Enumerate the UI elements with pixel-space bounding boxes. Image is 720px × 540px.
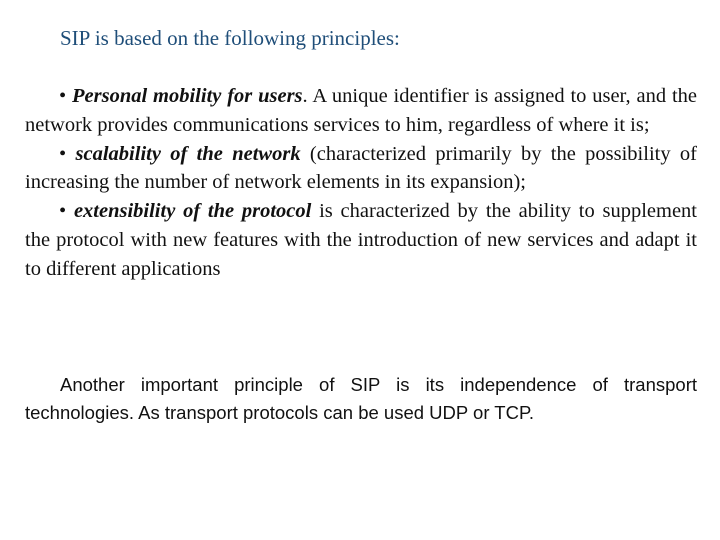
principle-item	[25, 82, 697, 140]
slide-heading: SIP is based on the following principles:	[60, 26, 400, 50]
principle-text: (characterized primarily by the possibility of increasing the number of network elements in its expansion);	[25, 142, 698, 194]
transport-paragraph: Another important principle of SIP is its independence of transport technologies. As transport protocols can be used UDP or TCP.	[25, 374, 697, 423]
principle-item	[25, 140, 697, 198]
principles-list	[25, 82, 697, 284]
principle-term: scalability of the network	[75, 142, 301, 165]
bullet: •	[59, 142, 67, 165]
bullet: •	[59, 85, 67, 107]
principle-term: Personal mobility for users	[72, 85, 303, 107]
principle-term: extensibility of the protocol	[73, 200, 312, 223]
bullet: •	[59, 200, 67, 223]
principle-text: is characterized by the ability to supplement the protocol with new features with the introduction of new services and adapt it to different applications	[25, 200, 697, 280]
principle-item	[25, 197, 697, 283]
principle-text: . A unique identifier is assigned to user, and the network provides communications services to him, regardless of where it is;	[25, 85, 698, 136]
